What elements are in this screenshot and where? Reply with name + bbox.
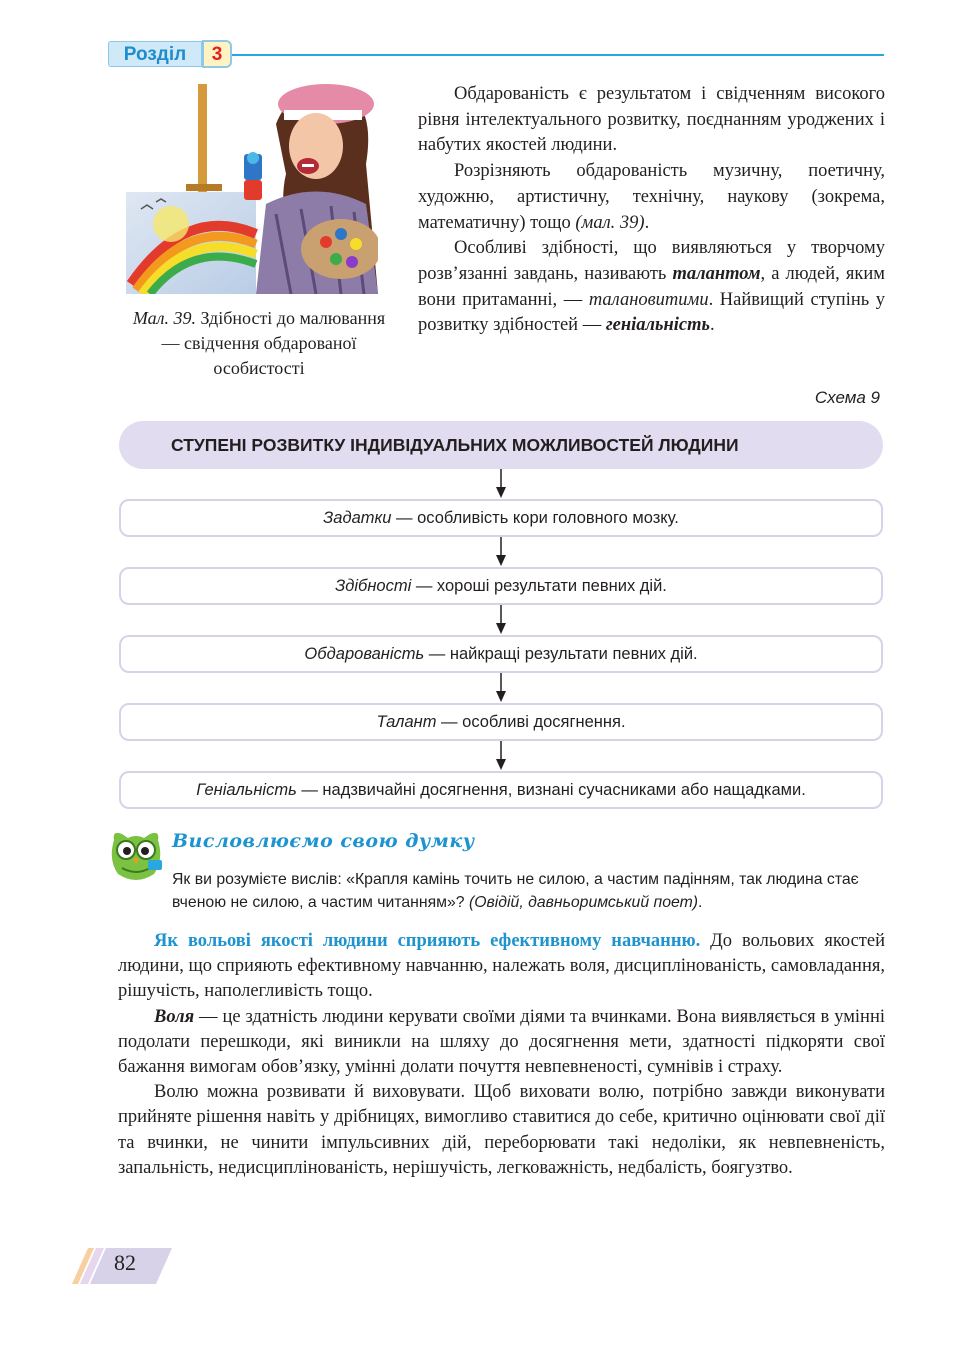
body-paragraph-1 (118, 929, 885, 1005)
body-p2-rest: — це здатність людини керувати своїми діями та вчинками. Вона виявляється в умінні подолати перешкоди, які виникли на шляху до досягнення мети, здатності підкоряти свої бажання вимогам обов’язку, умінні долати почуття невпевненості, сумнівів і страху. (118, 1006, 885, 1078)
scheme-step-desc: — особливість кори головного мозку. (391, 509, 679, 527)
scheme-arrow-icon (495, 537, 507, 567)
figure-caption-text: Здібності до малювання — свідчення обдарованої особистості (161, 308, 386, 378)
intro-p3-c: . Найвищий ступінь у розвитку здібностей — (418, 289, 885, 336)
figure-caption (128, 306, 390, 381)
term-will: Воля (154, 1006, 195, 1027)
intro-text (418, 82, 885, 339)
scheme-title: СТУПЕНІ РОЗВИТКУ ІНДИВІДУАЛЬНИХ МОЖЛИВОСТЕЙ ЛЮДИНИ (119, 421, 883, 469)
opinion-end: . (698, 894, 703, 911)
opinion-question: Як ви розумієте вислів: «Крапля камінь точить не силою, а частим падінням, так людина стає вченою не силою, а частим читанням»? (172, 871, 859, 911)
intro-p3-a: Особливі здібності, що виявляються у творчому розв’язанні завдань, називають (418, 238, 885, 284)
opinion-title: Висловлюємо свою думку (172, 830, 475, 852)
intro-paragraph-3 (418, 236, 885, 339)
page-number: 82 (114, 1250, 136, 1275)
body-heading: Як вольові якості людини сприяють ефективному навчанню. (154, 931, 701, 951)
scheme-step-desc: — надзвичайні досягнення, визнані сучасниками або нащадками. (296, 781, 806, 799)
term-genius: геніальність (605, 315, 710, 336)
scheme-step-3 (119, 635, 883, 673)
body-paragraph-3: Волю можна розвивати й виховувати. Щоб виховати волю, потрібно завжди виконувати прийняте рішення навіть у дрібницях, вимогливо ставитися до себе, критично оцінювати свої дії та вчинки, не чинити імпульсивних дій, переборювати такі недоліки, як невпевненість, запальність, недисциплінованість, нерішучість, легковажність, недбалість, боягузтво. (118, 1082, 885, 1178)
scheme-step-term: Обдарованість (304, 645, 425, 663)
scheme-step-desc: — особливі досягнення. (436, 713, 626, 731)
scheme-step-term: Геніальність (196, 781, 297, 799)
scheme-arrow-icon (495, 741, 507, 771)
scheme-step-5 (119, 771, 883, 809)
intro-p3-d: . (709, 315, 715, 336)
intro-paragraph-1: Обдарованість є результатом і свідченням високого рівня інтелектуального розвитку, поєднанням уроджених і набутих якостей людини. (418, 84, 885, 156)
intro-paragraph-2 (418, 159, 885, 236)
body-p1-rest: До вольових якостей людини, що сприяють ефективному навчанню, належать воля, дисциплінованість, самовладання, рішучість, наполегливість тощо. (118, 931, 885, 1002)
term-gifted: талановитими (588, 289, 709, 310)
intro-p2-end: . (644, 212, 650, 233)
scheme-step-4 (119, 703, 883, 741)
scheme-arrow-icon (495, 605, 507, 635)
owl-icon (108, 830, 164, 884)
scheme-step-1 (119, 499, 883, 537)
section-label: Розділ (108, 41, 202, 67)
scheme-step-term: Задатки (323, 509, 392, 527)
body-paragraph-2 (118, 1005, 885, 1081)
body-text (118, 929, 885, 1181)
opinion-text (172, 868, 885, 914)
scheme-label: Схема 9 (814, 388, 880, 407)
opinion-source: (Овідій, давньоримський поет) (469, 894, 699, 911)
scheme-step-desc: — хороші результати певних дій. (411, 577, 667, 595)
scheme-step-desc: — найкращі результати певних дій. (424, 645, 698, 663)
section-number: 3 (202, 40, 232, 68)
intro-p2-main: Розрізняють обдарованість музичну, поетичну, художню, артистичну, технічну, наукову (зокрема, математичну) тощо (418, 161, 885, 233)
scheme-arrow-icon (495, 673, 507, 703)
scheme-step-term: Талант (376, 713, 437, 731)
scheme-step-2 (119, 567, 883, 605)
intro-p3-b: , а людей, яким вони притаманні, — (418, 263, 885, 310)
figure-39-illustration (126, 84, 378, 294)
term-talent: талантом (672, 263, 761, 284)
scheme-arrow-icon (495, 469, 507, 499)
intro-p2-figure-ref: (мал. 39) (575, 212, 645, 233)
scheme-step-term: Здібності (335, 577, 412, 595)
figure-caption-ref: Мал. 39. (132, 308, 196, 328)
header-rule (232, 54, 884, 56)
